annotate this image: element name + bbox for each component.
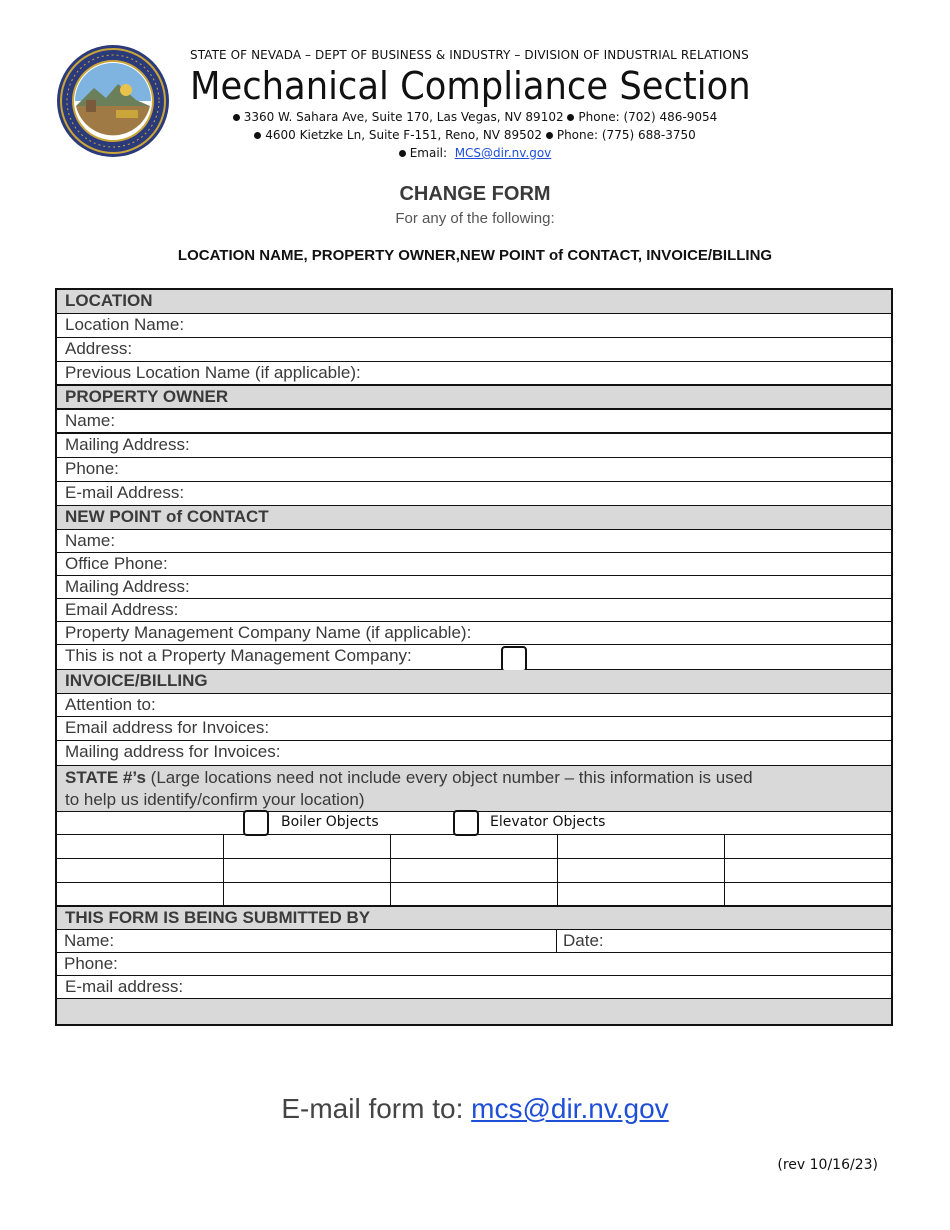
- form-bottom-bar: [57, 999, 891, 1024]
- field-owner-email[interactable]: E-mail Address:: [57, 482, 891, 506]
- form-title: CHANGE FORM: [399, 183, 551, 205]
- field-owner-phone[interactable]: Phone:: [57, 458, 891, 482]
- state-numbers-heading: STATE #’s: [65, 768, 146, 787]
- section-title: Mechanical Compliance Section: [190, 64, 751, 108]
- field-not-pm-company: [57, 645, 891, 670]
- field-billing-mailing[interactable]: Mailing address for Invoices:: [57, 741, 891, 766]
- bullet-icon: [546, 132, 553, 139]
- seal-mine-building: [86, 100, 96, 112]
- not-pm-company-label: This is not a Property Management Company:: [65, 646, 412, 665]
- state-number-grid-row: [57, 859, 891, 883]
- agency-line: STATE OF NEVADA – DEPT OF BUSINESS & INDUSTRY – DIVISION OF INDUSTRIAL RELATIONS: [190, 48, 749, 62]
- email-form-to: E-mail form to: mcs@dir.nv.gov: [281, 1093, 669, 1124]
- field-contact-office-phone[interactable]: Office Phone:: [57, 553, 891, 576]
- address-line-las-vegas: 3360 W. Sahara Ave, Suite 170, Las Vegas, NV 89102 Phone: (702) 486-9054: [190, 110, 760, 124]
- submitter-name-date-row: [57, 930, 891, 953]
- field-contact-email[interactable]: Email Address:: [57, 599, 891, 622]
- field-billing-email[interactable]: Email address for Invoices:: [57, 717, 891, 741]
- section-billing-heading: INVOICE/BILLING: [57, 670, 891, 694]
- form-topics: LOCATION NAME, PROPERTY OWNER,NEW POINT of CONTACT, INVOICE/BILLING: [177, 247, 773, 264]
- section-state-numbers: [57, 766, 891, 812]
- state-number-cell[interactable]: [223, 835, 391, 858]
- bullet-icon: [254, 132, 261, 139]
- state-numbers-note: (Large locations need not include every object number – this information is used to help us identify/confirm your location): [65, 768, 753, 809]
- address-line-reno: 4600 Kietzke Ln, Suite F-151, Reno, NV 89502 Phone: (775) 688-3750: [190, 128, 760, 142]
- revision-date: (rev 10/16/23): [777, 1157, 878, 1173]
- footer-email-link[interactable]: mcs@dir.nv.gov: [471, 1093, 669, 1124]
- boiler-objects-label: Boiler Objects: [281, 814, 379, 830]
- change-form-table: [55, 288, 893, 1026]
- state-number-cell[interactable]: [57, 835, 224, 858]
- section-contact-heading: NEW POINT of CONTACT: [57, 506, 891, 530]
- field-submitter-date[interactable]: Date:: [563, 931, 604, 950]
- not-pm-company-checkbox[interactable]: [501, 646, 527, 672]
- state-number-cell[interactable]: [557, 835, 725, 858]
- state-number-grid-row: [57, 835, 891, 859]
- state-number-cell[interactable]: [390, 835, 558, 858]
- elevator-objects-checkbox[interactable]: [453, 810, 479, 836]
- state-number-cell[interactable]: [557, 883, 725, 905]
- elevator-objects-label: Elevator Objects: [490, 814, 606, 830]
- field-billing-attention[interactable]: Attention to:: [57, 694, 891, 717]
- nevada-state-seal: [56, 44, 170, 158]
- form-subtitle: For any of the following:: [395, 210, 555, 227]
- field-submitter-phone[interactable]: Phone:: [57, 953, 891, 976]
- bullet-icon: [399, 150, 406, 157]
- field-submitter-name[interactable]: Name:: [57, 930, 557, 952]
- state-number-cell[interactable]: [557, 859, 725, 882]
- header-email-link[interactable]: MCS@dir.nv.gov: [454, 146, 552, 160]
- state-number-cell[interactable]: [390, 859, 558, 882]
- seal-motto-banner: [116, 110, 138, 118]
- field-owner-mailing[interactable]: Mailing Address:: [57, 434, 891, 458]
- section-location-heading: LOCATION: [57, 290, 891, 314]
- state-number-cell[interactable]: [57, 859, 224, 882]
- section-owner-heading: PROPERTY OWNER: [57, 386, 891, 410]
- bullet-icon: [567, 114, 574, 121]
- state-number-cell[interactable]: [390, 883, 558, 905]
- field-owner-name[interactable]: Name:: [57, 410, 891, 434]
- state-number-grid-row: [57, 883, 891, 907]
- field-contact-name[interactable]: Name:: [57, 530, 891, 553]
- field-location-name[interactable]: Location Name:: [57, 314, 891, 338]
- email-line: Email: MCS@dir.nv.gov: [190, 146, 760, 160]
- state-number-cell[interactable]: [57, 883, 224, 905]
- field-location-address[interactable]: Address:: [57, 338, 891, 362]
- bullet-icon: [233, 114, 240, 121]
- boiler-objects-checkbox[interactable]: [243, 810, 269, 836]
- field-submitter-email[interactable]: E-mail address:: [57, 976, 891, 999]
- seal-sun: [120, 84, 132, 96]
- field-pm-company-name[interactable]: Property Management Company Name (if applicable):: [57, 622, 891, 645]
- state-number-cell[interactable]: [223, 883, 391, 905]
- field-contact-mailing[interactable]: Mailing Address:: [57, 576, 891, 599]
- section-submitter-heading: THIS FORM IS BEING SUBMITTED BY: [57, 907, 891, 930]
- state-number-cell[interactable]: [223, 859, 391, 882]
- field-previous-location-name[interactable]: Previous Location Name (if applicable):: [57, 362, 891, 386]
